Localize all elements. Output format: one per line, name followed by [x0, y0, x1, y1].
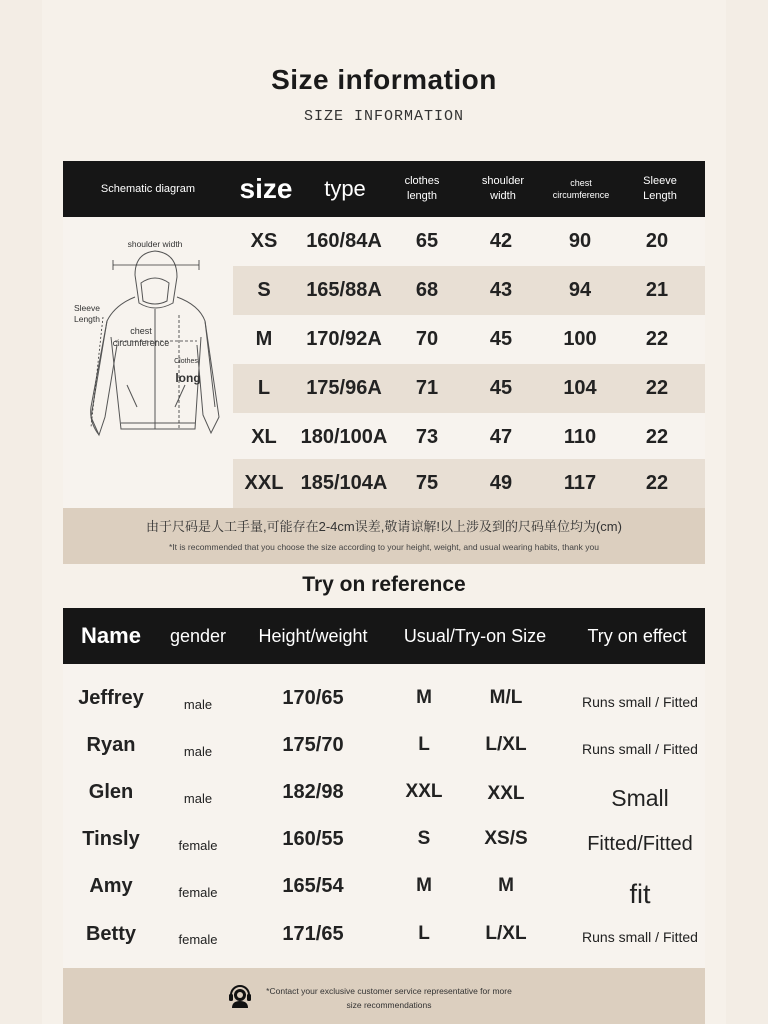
type-cell: 160/84A: [306, 230, 382, 252]
effect-cell: Fitted/Fitted: [587, 832, 693, 855]
chest-cell: 104: [563, 377, 597, 399]
chest-cell: 117: [563, 472, 597, 494]
height-weight-cell: 160/55: [282, 827, 344, 850]
footer-text: *Contact your exclusive customer service representative for more size recommendations: [266, 986, 512, 1010]
size-row-xs: [233, 217, 705, 266]
header-name: Name: [81, 623, 141, 648]
height-weight-cell: 182/98: [282, 780, 344, 803]
tryon-size-cell: L/XL: [485, 923, 527, 944]
diagram-label-clothes: Clothes: [174, 358, 198, 365]
size-cell: M: [255, 328, 273, 350]
name-cell: Tinsly: [82, 827, 140, 850]
name-cell: Amy: [89, 874, 133, 897]
size-cell: XL: [251, 426, 277, 448]
gender-cell: male: [183, 696, 213, 712]
header-length: clothes length: [404, 175, 440, 202]
diagram-label-chest: chest circumference: [112, 326, 170, 349]
sleeve-cell: 21: [645, 279, 669, 301]
size-cell: XXL: [244, 472, 284, 494]
customer-service-icon: [227, 982, 253, 1008]
size-row-l: [233, 364, 705, 413]
length-cell: 73: [415, 426, 439, 448]
diagram-label-shoulder: shoulder width: [127, 239, 183, 249]
name-cell: Jeffrey: [78, 686, 144, 709]
page-subtitle: SIZE INFORMATION: [303, 108, 465, 125]
diagram-label-sleeve: Sleeve Length: [74, 303, 100, 325]
chest-cell: 94: [568, 279, 592, 301]
try-on-row-glen: [63, 768, 705, 816]
usual-size-cell: M: [416, 875, 432, 896]
shoulder-cell: 45: [489, 328, 513, 350]
sleeve-cell: 22: [645, 426, 669, 448]
gender-cell: female: [178, 837, 218, 853]
length-cell: 75: [415, 472, 439, 494]
try-on-header: [63, 608, 705, 664]
note-english: *It is recommended that you choose the size according to your height, weight, and usual wearing habits, thank you: [169, 542, 599, 552]
name-cell: Ryan: [86, 733, 136, 756]
header-gender: gender: [169, 625, 227, 646]
shoulder-cell: 47: [489, 426, 513, 448]
try-on-title: Try on reference: [302, 573, 466, 596]
header-diagram: Schematic diagram: [100, 182, 196, 195]
size-row-m: [233, 315, 705, 364]
name-cell: Glen: [88, 780, 134, 803]
sleeve-cell: 22: [645, 472, 669, 494]
header-effect: Try on effect: [587, 625, 687, 646]
chest-cell: 100: [563, 328, 597, 350]
try-on-row-betty: [63, 910, 705, 958]
length-cell: 65: [415, 230, 439, 252]
gender-cell: female: [178, 931, 218, 947]
header-chest: chest circumference: [552, 177, 610, 200]
try-on-row-tinsly: [63, 815, 705, 863]
gender-cell: female: [178, 884, 218, 900]
tryon-size-cell: M/L: [489, 687, 523, 708]
effect-cell: Runs small / Fitted: [582, 694, 698, 710]
shoulder-cell: 49: [489, 472, 513, 494]
tryon-size-cell: XS/S: [484, 828, 528, 849]
note-chinese: 由于尺码是人工手量,可能存在2-4cm误差,敬请谅解!以上涉及到的尺码单位均为(cm): [146, 519, 622, 534]
effect-cell: Runs small / Fitted: [582, 929, 698, 945]
chest-cell: 110: [563, 426, 597, 448]
diagram-label-long: long: [175, 371, 201, 385]
usual-size-cell: XXL: [405, 781, 443, 802]
customer-service-footer: [63, 968, 705, 1024]
size-cell: S: [257, 279, 271, 301]
shoulder-cell: 45: [489, 377, 513, 399]
shoulder-cell: 42: [489, 230, 513, 252]
tryon-size-cell: M: [498, 875, 514, 896]
usual-size-cell: L: [418, 734, 430, 755]
effect-cell: fit: [629, 878, 651, 909]
height-weight-cell: 170/65: [282, 686, 344, 709]
type-cell: 165/88A: [306, 279, 382, 301]
type-cell: 180/100A: [300, 426, 388, 448]
header-height-weight: Height/weight: [258, 625, 368, 646]
sleeve-cell: 22: [645, 377, 669, 399]
type-cell: 175/96A: [306, 377, 382, 399]
page-title: Size information: [271, 64, 497, 95]
type-cell: 185/104A: [300, 472, 388, 494]
header-type: type: [324, 176, 366, 202]
sleeve-cell: 20: [645, 230, 669, 252]
height-weight-cell: 165/54: [282, 874, 344, 897]
height-weight-cell: 171/65: [282, 922, 344, 945]
header-usual-size: Usual/Try-on Size: [403, 625, 547, 646]
usual-size-cell: S: [417, 828, 431, 849]
effect-cell: Small: [611, 784, 669, 811]
tryon-size-cell: XXL: [487, 783, 525, 804]
size-cell: XS: [250, 230, 278, 252]
measurement-note: [63, 508, 705, 564]
size-row-s: [233, 266, 705, 315]
length-cell: 68: [415, 279, 439, 301]
type-cell: 170/92A: [306, 328, 382, 350]
size-cell: L: [257, 377, 271, 399]
usual-size-cell: L: [418, 923, 430, 944]
height-weight-cell: 175/70: [282, 733, 344, 756]
effect-cell: Runs small / Fitted: [582, 741, 698, 757]
schematic-diagram: [63, 217, 233, 508]
gender-cell: male: [183, 743, 213, 759]
sleeve-cell: 22: [645, 328, 669, 350]
header-sleeve: Sleeve Length: [643, 175, 677, 202]
header-size: size: [239, 173, 293, 205]
tryon-size-cell: L/XL: [485, 734, 527, 755]
usual-size-cell: M: [416, 687, 432, 708]
length-cell: 71: [415, 377, 439, 399]
size-table-header: [63, 161, 705, 217]
size-row-xl: [233, 413, 705, 462]
chest-cell: 90: [568, 230, 592, 252]
shoulder-cell: 43: [489, 279, 513, 301]
size-row-xxl: [233, 459, 705, 508]
header-shoulder: shoulder width: [481, 175, 525, 202]
try-on-row-amy: [63, 862, 705, 910]
try-on-row-jeffrey: [63, 674, 705, 722]
name-cell: Betty: [85, 922, 136, 945]
length-cell: 70: [415, 328, 439, 350]
gender-cell: male: [183, 790, 213, 806]
hoodie-illustration: [63, 217, 233, 508]
try-on-row-ryan: [63, 721, 705, 769]
